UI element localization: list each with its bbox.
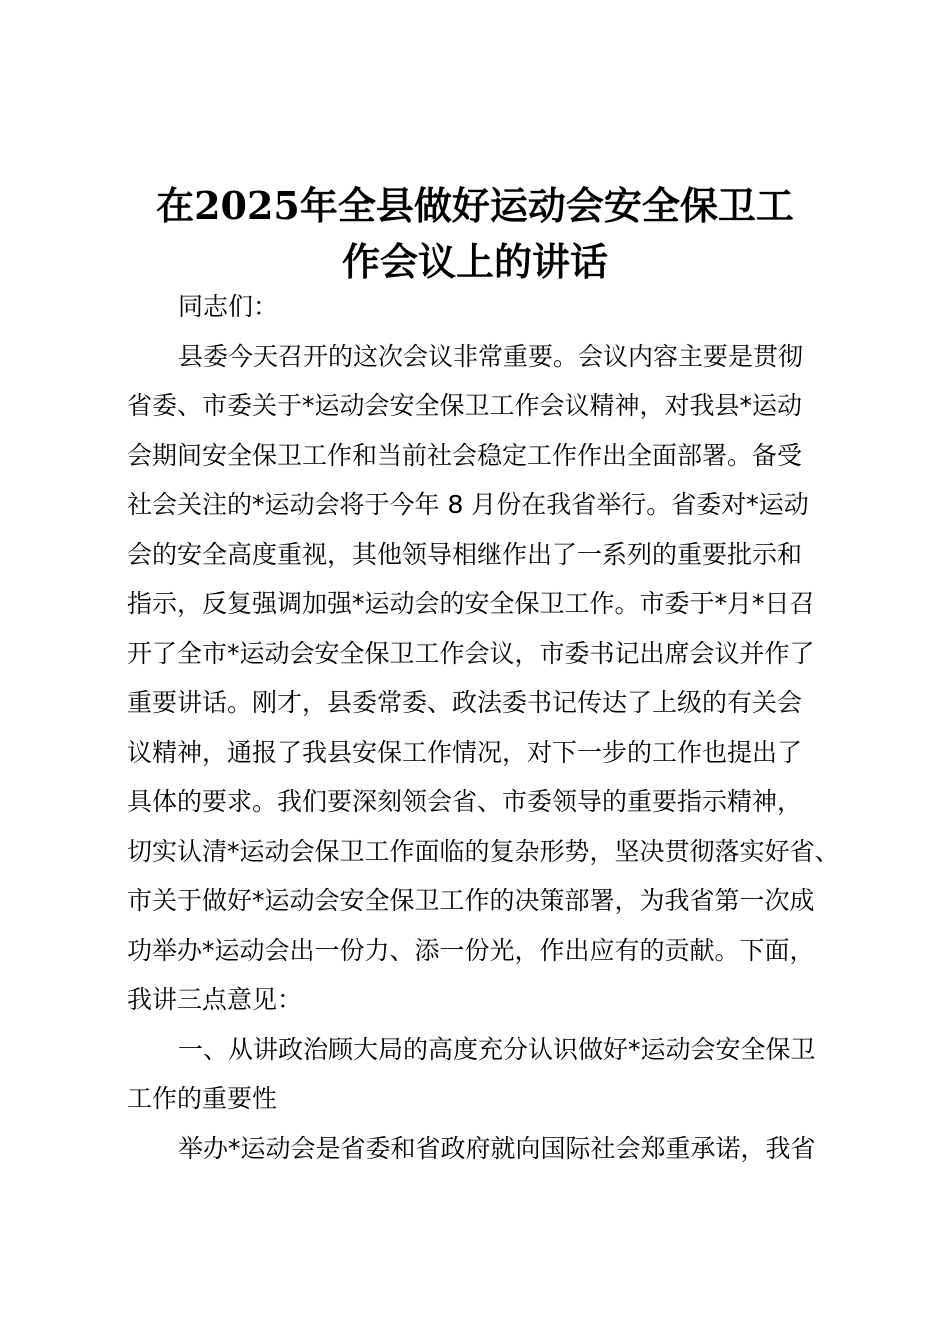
- paragraph-line: 市关于做好*运动会安全保卫工作的决策部署，为我省第一次成: [127, 886, 815, 915]
- section-heading-1: [127, 1025, 837, 1124]
- paragraph-line: 我讲三点意见：: [127, 985, 303, 1014]
- paragraph-line: 开了全市*运动会安全保卫工作会议，市委书记出席会议并作了: [127, 638, 815, 668]
- title-line: 作会议上的讲话: [341, 239, 608, 284]
- paragraph-line: 省委、市委关于*运动会安全保卫工作会议精神，对我县*运动: [127, 391, 803, 420]
- paragraph-line: 重要讲话。刚才，县委常委、政法委书记传达了上级的有关会: [127, 688, 803, 717]
- paragraph-intro: [127, 332, 840, 1025]
- paragraph-line: 举办*运动会是省委和省政府就向国际社会郑重承诺，我省: [178, 1133, 816, 1163]
- greeting-text: 同志们：: [178, 292, 279, 321]
- paragraph-line: 具体的要求。我们要深刻领会省、市委领导的重要指示精神，: [127, 787, 803, 816]
- title-line: 在2025年全县做好运动会安全保卫工: [156, 183, 794, 228]
- paragraph-line: 会期间安全保卫工作和当前社会稳定工作作出全面部署。备受: [127, 440, 803, 470]
- heading-line: 一、从讲政治顾大局的高度充分认识做好*运动会安全保卫: [178, 1034, 816, 1064]
- paragraph-line: 切实认清*运动会保卫工作面临的复杂形势，坚决贯彻落实好省、: [127, 836, 840, 866]
- document-body: [127, 282, 840, 1173]
- paragraph-line: 议精神，通报了我县安保工作情况，对下一步的工作也提出了: [127, 737, 803, 767]
- paragraph-line: 功举办*运动会出一份力、添一份光，作出应有的贡献。下面，: [127, 935, 815, 965]
- paragraph-line: 会的安全高度重视，其他领导相继作出了一系列的重要批示和: [127, 539, 803, 569]
- paragraph-line: 县委今天召开的这次会议非常重要。会议内容主要是贯彻: [178, 341, 804, 371]
- paragraph-line: 指示，反复强调加强*运动会的安全保卫工作。市委于*月*日召: [127, 589, 815, 618]
- document-title: [110, 178, 840, 290]
- heading-line: 工作的重要性: [127, 1084, 278, 1113]
- greeting: [127, 282, 837, 332]
- paragraph-line: 社会关注的*运动会将于今年 8 月份在我省举行。省委对*运动: [127, 490, 809, 519]
- paragraph-section-1: [127, 1124, 837, 1174]
